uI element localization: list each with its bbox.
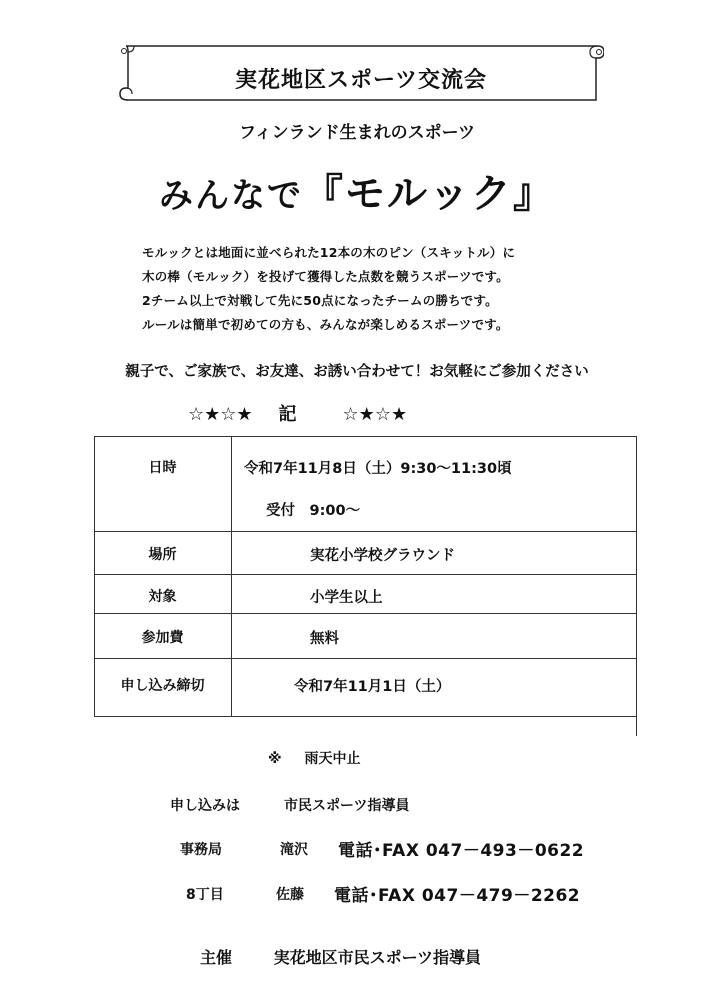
main-title [0,162,714,219]
table-row-place [94,532,637,575]
invitation-text: 親子で、ご家族で、お友達、お誘い合わせて！お気軽にご参加ください [125,364,589,380]
rain-note [268,748,361,768]
details-table [94,436,637,719]
place-value: 実花小学校グラウンド [310,548,455,564]
description-line-3: 2チーム以上で対戦して先に50点になったチームの勝ちです。 [142,293,498,308]
table-row-datetime [94,437,637,532]
office-name: 滝沢 [280,842,308,858]
host-value: 実花地区市民スポーツ指導員 [273,948,481,967]
table-left-border [94,436,95,716]
note-mark: ※ [268,751,282,767]
description-line-4: ルールは簡単で初めての方も、みんなが楽しめるスポーツです。 [142,317,509,332]
table-column-divider [231,436,232,716]
area-phone: 電話･FAX 047－479－2262 [334,886,581,906]
main-title-prefix: みんなで [159,176,303,216]
place-label: 場所 [148,547,177,563]
table-row-deadline [94,659,637,719]
fee-value: 無料 [310,631,339,647]
target-label: 対象 [148,589,177,605]
reception-time: 受付 9:00～ [266,503,361,519]
target-value: 小学生以上 [310,590,383,606]
host-label: 主催 [200,948,233,967]
table-row-fee [94,614,637,659]
subtitle: フィンランド生まれのスポーツ [239,123,475,143]
host [200,945,481,968]
table-right-border [636,436,637,736]
stars-left: ☆★☆★ [188,404,253,425]
description-line-1: モルックとは地面に並べられた12本の木のピン（スキットル）に [142,245,516,260]
table-bottom-border [94,716,637,717]
apply-value: 市民スポーツ指導員 [284,798,410,814]
datetime-label: 日時 [148,460,177,476]
stars-right: ☆★☆★ [342,404,408,425]
title-banner [118,40,604,108]
area-label: 8丁目 [186,887,224,903]
area-name: 佐藤 [276,887,304,903]
note-text: 雨天中止 [304,751,361,767]
description-line-2: 木の棒（モルック）を投げて獲得した点数を競うスポーツです。 [142,269,509,284]
deadline-label: 申し込み締切 [120,678,205,694]
office-label: 事務局 [180,842,222,858]
datetime-value: 令和7年11月8日（土）9:30～11:30頃 [244,461,512,477]
deadline-value: 令和7年11月1日（土） [294,679,451,695]
apply-label: 申し込みは [170,798,240,814]
table-row-target [94,575,637,614]
banner-title: 実花地区スポーツ交流会 [234,68,488,93]
ki-heading [188,400,407,426]
office-phone: 電話･FAX 047－493－0622 [338,841,585,861]
fee-label: 参加費 [141,630,184,646]
main-title-name: 『モルック』 [303,171,555,217]
ki-label: 記 [278,404,297,425]
